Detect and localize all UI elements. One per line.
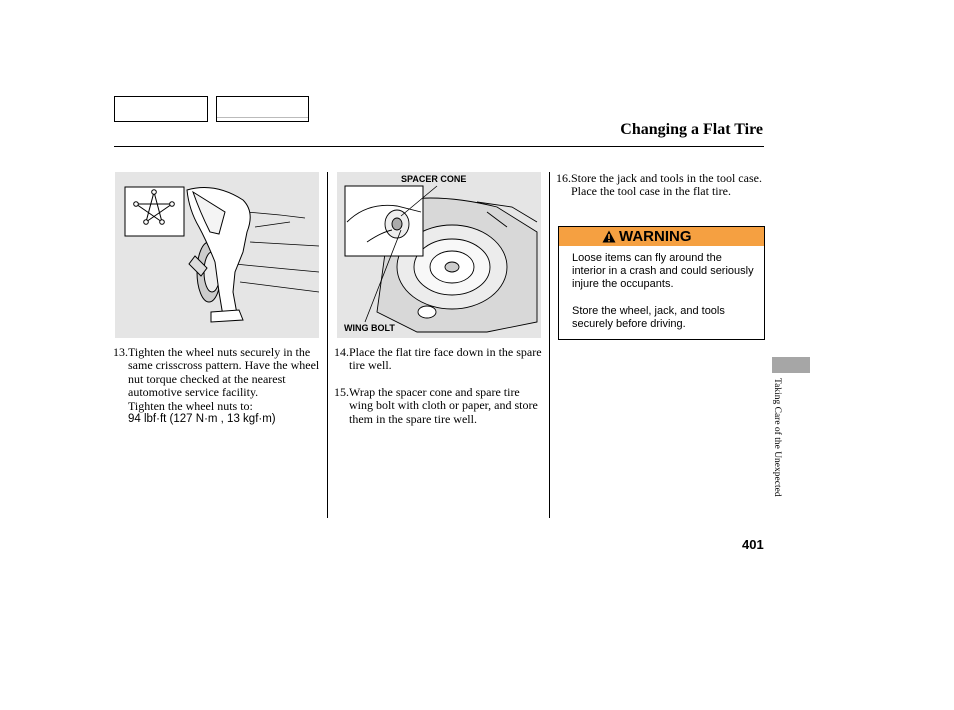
warning-body [572,252,757,331]
section-label-text: Taking Care of the Unexpected [772,378,782,497]
step-14 [335,346,542,373]
column-3-text [557,172,763,199]
column-divider-1 [327,172,328,518]
nav-box-2[interactable] [216,96,309,122]
step-13-subtext: Tighten the wheel nuts to: [128,398,253,413]
figure-tighten-wheel-nuts [115,172,319,338]
step-15-number: 15. [334,384,349,399]
step-13-text: Tighten the wheel nuts securely in the same crisscross pattern. Have the wheel nut torque checked at the nearest automotive service facility. [128,345,320,400]
section-tab[interactable] [772,357,810,373]
section-label [770,378,786,538]
step-15-text: Wrap the spacer cone and spare tire wing bolt with cloth or paper, and store them in the spare tire well. [349,384,538,426]
step-16 [557,172,763,199]
warning-box [558,226,765,340]
figure-spare-tire-well [337,172,541,338]
spare-tire-well-illustration [337,172,541,338]
warning-paragraph-2: Store the wheel, jack, and tools securely before driving. [572,305,725,330]
warning-header [559,227,764,246]
wing-bolt-label: WING BOLT [344,323,395,333]
warning-title: WARNING [619,228,692,245]
person-tightening-nuts-illustration [115,172,319,338]
warning-paragraph-1: Loose items can fly around the interior in a crash and could seriously injure the occupants. [572,252,754,290]
step-14-text: Place the flat tire face down in the spare tire well. [349,345,542,373]
step-15 [335,386,542,426]
step-13-number: 13. [113,345,128,359]
column-divider-2 [549,172,550,518]
spacer-cone-label: SPACER CONE [401,174,467,184]
page-title: Changing a Flat Tire [620,121,763,138]
column-2-text [335,346,542,426]
step-16-text: Store the jack and tools in the tool case. Place the tool case in the flat tire. [571,171,762,199]
spacer-cone-inset [345,186,423,256]
header-rule [114,146,764,147]
page-number: 401 [742,537,764,552]
step-14-number: 14. [334,345,349,359]
warning-triangle-icon [602,230,616,243]
step-13 [114,346,321,426]
nav-box-1[interactable] [114,96,208,122]
torque-spec: 94 lbf·ft (127 N·m , 13 kgf·m) [128,413,276,426]
column-1-text [114,346,321,426]
step-16-number: 16. [556,171,571,185]
